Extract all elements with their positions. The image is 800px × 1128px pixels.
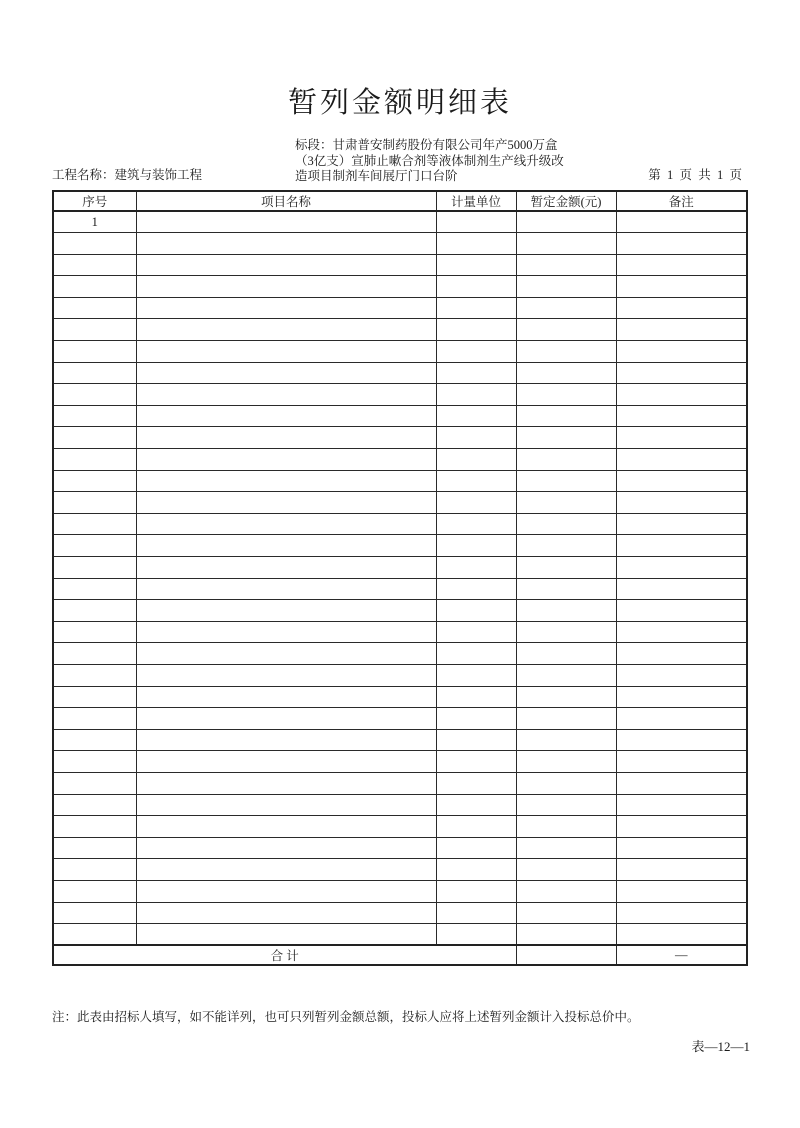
section-line-2: （3亿支）宣肺止嗽合剂等液体制剂生产线升级改 xyxy=(295,153,564,168)
cell-amount xyxy=(516,708,616,730)
cell-remark xyxy=(616,686,747,708)
cell-remark xyxy=(616,557,747,579)
cell-unit xyxy=(436,513,516,535)
cell-unit xyxy=(436,859,516,881)
table-row xyxy=(53,816,747,838)
cell-name xyxy=(136,924,436,946)
cell-name xyxy=(136,600,436,622)
section-description xyxy=(295,138,625,185)
cell-unit xyxy=(436,427,516,449)
cell-name xyxy=(136,816,436,838)
col-header-amount: 暂定金额(元) xyxy=(516,191,616,211)
cell-serial xyxy=(53,816,136,838)
cell-amount xyxy=(516,211,616,233)
cell-serial xyxy=(53,341,136,363)
table-row xyxy=(53,449,747,471)
table-row xyxy=(53,233,747,255)
cell-name xyxy=(136,233,436,255)
cell-serial xyxy=(53,557,136,579)
table-row xyxy=(53,924,747,946)
cell-unit xyxy=(436,233,516,255)
cell-remark xyxy=(616,902,747,924)
cell-serial xyxy=(53,859,136,881)
col-header-serial: 序号 xyxy=(53,191,136,211)
cell-serial xyxy=(53,686,136,708)
cell-amount xyxy=(516,405,616,427)
cell-amount xyxy=(516,470,616,492)
cell-unit xyxy=(436,924,516,946)
cell-unit xyxy=(436,535,516,557)
table-row xyxy=(53,513,747,535)
table-row xyxy=(53,384,747,406)
cell-amount xyxy=(516,233,616,255)
cell-unit xyxy=(436,297,516,319)
cell-serial xyxy=(53,276,136,298)
cell-remark xyxy=(616,708,747,730)
cell-amount xyxy=(516,449,616,471)
cell-name xyxy=(136,751,436,773)
cell-amount xyxy=(516,254,616,276)
cell-remark xyxy=(616,405,747,427)
page-number: 第 1 页 共 1 页 xyxy=(648,168,742,182)
cell-name xyxy=(136,319,436,341)
table-row xyxy=(53,837,747,859)
page-title: 暂列金额明细表 xyxy=(287,87,512,119)
cell-amount xyxy=(516,621,616,643)
cell-name xyxy=(136,902,436,924)
cell-serial xyxy=(53,384,136,406)
table-row xyxy=(53,686,747,708)
cell-unit xyxy=(436,319,516,341)
cell-unit xyxy=(436,708,516,730)
cell-name xyxy=(136,449,436,471)
table-row xyxy=(53,405,747,427)
cell-amount xyxy=(516,297,616,319)
table-row xyxy=(53,341,747,363)
cell-unit xyxy=(436,772,516,794)
table-row xyxy=(53,729,747,751)
section-line-1: 标段：甘肃普安制药股份有限公司年产5000万盒 xyxy=(295,138,558,152)
table-row xyxy=(53,492,747,514)
cell-serial xyxy=(53,470,136,492)
cell-name xyxy=(136,859,436,881)
cell-amount xyxy=(516,557,616,579)
cell-amount xyxy=(516,341,616,363)
cell-remark xyxy=(616,254,747,276)
cell-unit xyxy=(436,254,516,276)
table-row xyxy=(53,276,747,298)
cell-remark xyxy=(616,816,747,838)
cell-amount xyxy=(516,578,616,600)
table-row xyxy=(53,643,747,665)
cell-remark xyxy=(616,794,747,816)
table-row xyxy=(53,902,747,924)
header-row xyxy=(53,191,747,211)
cell-remark xyxy=(616,513,747,535)
table-row xyxy=(53,794,747,816)
cell-name xyxy=(136,211,436,233)
table-row xyxy=(53,297,747,319)
cell-serial xyxy=(53,751,136,773)
table-row xyxy=(53,362,747,384)
cell-serial xyxy=(53,319,136,341)
cell-unit xyxy=(436,384,516,406)
provisional-sums-table xyxy=(52,190,748,966)
cell-name xyxy=(136,427,436,449)
col-header-remark: 备注 xyxy=(616,191,747,211)
cell-unit xyxy=(436,341,516,363)
cell-serial xyxy=(53,362,136,384)
cell-amount xyxy=(516,535,616,557)
cell-name xyxy=(136,362,436,384)
cell-name xyxy=(136,643,436,665)
cell-unit xyxy=(436,664,516,686)
cell-unit xyxy=(436,470,516,492)
cell-unit xyxy=(436,557,516,579)
cell-remark xyxy=(616,211,747,233)
cell-serial xyxy=(53,492,136,514)
cell-remark xyxy=(616,362,747,384)
cell-serial xyxy=(53,297,136,319)
table-row xyxy=(53,664,747,686)
cell-unit xyxy=(436,816,516,838)
cell-remark xyxy=(616,233,747,255)
cell-remark xyxy=(616,643,747,665)
table-row xyxy=(53,427,747,449)
cell-name xyxy=(136,708,436,730)
cell-name xyxy=(136,772,436,794)
cell-serial xyxy=(53,880,136,902)
footer-note: 注：此表由招标人填写，如不能详列，也可只列暂列金额总额，投标人应将上述暂列金额计入投标总价中。 xyxy=(52,1010,640,1024)
cell-unit xyxy=(436,405,516,427)
total-row xyxy=(53,945,747,965)
cell-remark xyxy=(616,600,747,622)
cell-amount xyxy=(516,643,616,665)
table-row xyxy=(53,470,747,492)
cell-name xyxy=(136,535,436,557)
table-row xyxy=(53,859,747,881)
cell-amount xyxy=(516,492,616,514)
total-remark: — xyxy=(616,945,747,965)
cell-unit xyxy=(436,492,516,514)
cell-remark xyxy=(616,664,747,686)
table-row xyxy=(53,254,747,276)
cell-name xyxy=(136,578,436,600)
cell-unit xyxy=(436,751,516,773)
cell-serial xyxy=(53,772,136,794)
cell-unit xyxy=(436,902,516,924)
cell-name xyxy=(136,880,436,902)
cell-amount xyxy=(516,600,616,622)
cell-remark xyxy=(616,578,747,600)
cell-amount xyxy=(516,362,616,384)
cell-remark xyxy=(616,859,747,881)
cell-serial xyxy=(53,600,136,622)
cell-serial xyxy=(53,578,136,600)
cell-name xyxy=(136,341,436,363)
col-header-unit: 计量单位 xyxy=(436,191,516,211)
cell-amount xyxy=(516,924,616,946)
cell-amount xyxy=(516,837,616,859)
cell-unit xyxy=(436,211,516,233)
cell-amount xyxy=(516,794,616,816)
cell-amount xyxy=(516,772,616,794)
total-label: 合 计 xyxy=(53,945,516,965)
cell-serial xyxy=(53,535,136,557)
table-row xyxy=(53,578,747,600)
cell-amount xyxy=(516,902,616,924)
cell-serial xyxy=(53,621,136,643)
table-row xyxy=(53,772,747,794)
cell-remark xyxy=(616,729,747,751)
cell-remark xyxy=(616,297,747,319)
cell-amount xyxy=(516,513,616,535)
cell-unit xyxy=(436,729,516,751)
cell-serial xyxy=(53,664,136,686)
cell-remark xyxy=(616,772,747,794)
cell-unit xyxy=(436,621,516,643)
cell-serial xyxy=(53,729,136,751)
cell-amount xyxy=(516,880,616,902)
cell-name xyxy=(136,794,436,816)
cell-serial xyxy=(53,233,136,255)
cell-amount xyxy=(516,319,616,341)
cell-amount xyxy=(516,816,616,838)
cell-serial xyxy=(53,643,136,665)
cell-serial xyxy=(53,405,136,427)
cell-serial xyxy=(53,427,136,449)
cell-remark xyxy=(616,319,747,341)
cell-name xyxy=(136,513,436,535)
cell-amount xyxy=(516,859,616,881)
table-row xyxy=(53,557,747,579)
cell-name xyxy=(136,276,436,298)
cell-remark xyxy=(616,470,747,492)
table-row xyxy=(53,600,747,622)
col-header-item-name: 项目名称 xyxy=(136,191,436,211)
table-row xyxy=(53,751,747,773)
cell-unit xyxy=(436,362,516,384)
cell-name xyxy=(136,729,436,751)
cell-name xyxy=(136,405,436,427)
table-row xyxy=(53,708,747,730)
cell-remark xyxy=(616,341,747,363)
cell-name xyxy=(136,557,436,579)
cell-name xyxy=(136,492,436,514)
cell-serial xyxy=(53,708,136,730)
table-row xyxy=(53,880,747,902)
cell-serial xyxy=(53,924,136,946)
cell-serial: 1 xyxy=(53,211,136,233)
table-row xyxy=(53,621,747,643)
cell-name xyxy=(136,686,436,708)
cell-remark xyxy=(616,276,747,298)
cell-amount xyxy=(516,729,616,751)
cell-unit xyxy=(436,449,516,471)
cell-remark xyxy=(616,492,747,514)
cell-name xyxy=(136,384,436,406)
cell-remark xyxy=(616,449,747,471)
cell-amount xyxy=(516,751,616,773)
cell-name xyxy=(136,297,436,319)
cell-unit xyxy=(436,794,516,816)
cell-remark xyxy=(616,535,747,557)
cell-remark xyxy=(616,924,747,946)
cell-remark xyxy=(616,384,747,406)
cell-amount xyxy=(516,427,616,449)
cell-name xyxy=(136,621,436,643)
table-row xyxy=(53,319,747,341)
table-row xyxy=(53,211,747,233)
cell-unit xyxy=(436,643,516,665)
cell-unit xyxy=(436,578,516,600)
cell-serial xyxy=(53,794,136,816)
cell-serial xyxy=(53,837,136,859)
cell-serial xyxy=(53,449,136,471)
cell-amount xyxy=(516,276,616,298)
cell-serial xyxy=(53,902,136,924)
section-line-3: 造项目制剂车间展厅门口台阶 xyxy=(295,169,458,183)
cell-name xyxy=(136,254,436,276)
cell-unit xyxy=(436,600,516,622)
cell-amount xyxy=(516,664,616,686)
project-name-label: 工程名称：建筑与装饰工程 xyxy=(52,168,203,182)
cell-remark xyxy=(616,837,747,859)
form-code: 表—12—1 xyxy=(691,1039,750,1054)
cell-unit xyxy=(436,276,516,298)
cell-name xyxy=(136,664,436,686)
cell-unit xyxy=(436,880,516,902)
cell-remark xyxy=(616,880,747,902)
cell-amount xyxy=(516,686,616,708)
cell-remark xyxy=(616,621,747,643)
cell-name xyxy=(136,470,436,492)
cell-serial xyxy=(53,254,136,276)
cell-unit xyxy=(436,837,516,859)
cell-unit xyxy=(436,686,516,708)
total-amount xyxy=(516,945,616,965)
cell-amount xyxy=(516,384,616,406)
cell-remark xyxy=(616,751,747,773)
cell-remark xyxy=(616,427,747,449)
table-row xyxy=(53,535,747,557)
cell-name xyxy=(136,837,436,859)
cell-serial xyxy=(53,513,136,535)
